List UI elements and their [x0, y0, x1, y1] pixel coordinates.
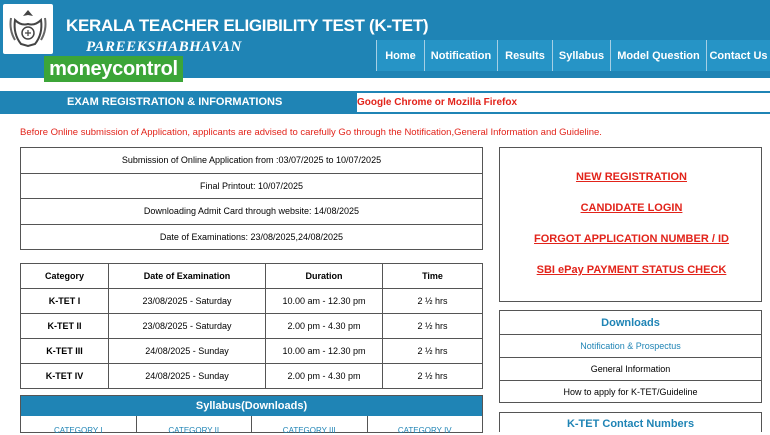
table-row	[21, 364, 483, 389]
table-row	[21, 148, 483, 174]
site-header	[0, 0, 770, 78]
main-nav	[376, 40, 770, 71]
syllabus-link-category-2[interactable]: CATEGORY II	[137, 416, 253, 432]
table-cell: 10.00 am - 12.30 pm	[266, 339, 383, 364]
download-notification-link[interactable]: Notification & Prospectus	[500, 335, 761, 358]
important-dates-table	[20, 147, 483, 250]
table-cell: 2 ½ hrs	[383, 314, 483, 339]
table-row	[21, 314, 483, 339]
nav-model-question[interactable]: Model Question	[610, 40, 706, 71]
downloads-title: Downloads	[500, 311, 761, 335]
nav-results[interactable]: Results	[497, 40, 552, 71]
table-cell: 2 ½ hrs	[383, 289, 483, 314]
column-header: Category	[21, 264, 109, 289]
column-header: Time	[383, 264, 483, 289]
table-cell: K-TET II	[21, 314, 109, 339]
downloads-box	[499, 310, 762, 403]
candidate-login-link[interactable]: CANDIDATE LOGIN	[580, 202, 683, 214]
candidate-links-box	[499, 147, 762, 302]
exam-schedule-table	[20, 263, 483, 389]
section-title: EXAM REGISTRATION & INFORMATIONS	[67, 96, 283, 108]
column-header: Duration	[266, 264, 383, 289]
site-subtitle: PAREEKSHABHAVAN	[86, 39, 242, 55]
date-cell: Date of Examinations: 23/08/2025,24/08/2025	[21, 224, 483, 250]
table-cell: K-TET IV	[21, 364, 109, 389]
table-cell: 10.00 am - 12.30 pm	[266, 289, 383, 314]
site-title: KERALA TEACHER ELIGIBILITY TEST (K-TET)	[66, 16, 429, 35]
table-cell: 24/08/2025 - Sunday	[109, 364, 266, 389]
download-general-information-link[interactable]: General Information	[500, 358, 761, 381]
table-row	[21, 339, 483, 364]
moneycontrol-watermark: moneycontrol	[44, 56, 183, 82]
table-cell: 2.00 pm - 4.30 pm	[266, 364, 383, 389]
section-bar	[0, 91, 770, 114]
kerala-emblem-logo	[3, 4, 53, 54]
table-cell: 23/08/2025 - Saturday	[109, 289, 266, 314]
table-row	[21, 224, 483, 250]
table-cell: 2.00 pm - 4.30 pm	[266, 314, 383, 339]
table-row	[21, 199, 483, 225]
table-cell: K-TET I	[21, 289, 109, 314]
payment-status-check-link[interactable]: SBI ePay PAYMENT STATUS CHECK	[536, 264, 727, 276]
syllabus-categories	[21, 416, 482, 435]
nav-notification[interactable]: Notification	[424, 40, 497, 71]
date-cell: Final Printout: 10/07/2025	[21, 173, 483, 199]
download-guideline-link[interactable]: How to apply for K-TET/Guideline	[563, 387, 698, 397]
table-header-row	[21, 264, 483, 289]
table-row	[21, 173, 483, 199]
new-registration-link[interactable]: NEW REGISTRATION	[575, 171, 687, 183]
nav-home[interactable]: Home	[376, 40, 424, 71]
table-cell: 2 ½ hrs	[383, 339, 483, 364]
column-header: Date of Examination	[109, 264, 266, 289]
nav-contact-us[interactable]: Contact Us	[706, 40, 770, 71]
submission-notice: Before Online submission of Application, applicants are advised to carefully Go through the Notification,General Information and Guideline.	[20, 127, 602, 138]
syllabus-downloads	[20, 395, 483, 433]
browser-notice-marquee: Google Chrome or Mozilla Firefox	[357, 93, 770, 112]
table-cell: 2 ½ hrs	[383, 364, 483, 389]
nav-syllabus[interactable]: Syllabus	[552, 40, 610, 71]
table-cell: 24/08/2025 - Sunday	[109, 339, 266, 364]
table-cell: 23/08/2025 - Saturday	[109, 314, 266, 339]
forgot-application-number-link[interactable]: FORGOT APPLICATION NUMBER / ID	[534, 233, 729, 245]
date-cell: Submission of Online Application from :03/07/2025 to 10/07/2025	[21, 148, 483, 174]
syllabus-title: Syllabus(Downloads)	[21, 396, 482, 416]
date-cell: Downloading Admit Card through website: 14/08/2025	[21, 199, 483, 225]
table-cell: K-TET III	[21, 339, 109, 364]
table-row	[21, 289, 483, 314]
contact-numbers-title: K-TET Contact Numbers	[499, 412, 762, 432]
syllabus-link-category-4[interactable]: CATEGORY IV	[397, 426, 452, 435]
syllabus-link-category-1[interactable]: CATEGORY I	[21, 416, 137, 432]
syllabus-link-category-3[interactable]: CATEGORY III	[252, 416, 368, 432]
